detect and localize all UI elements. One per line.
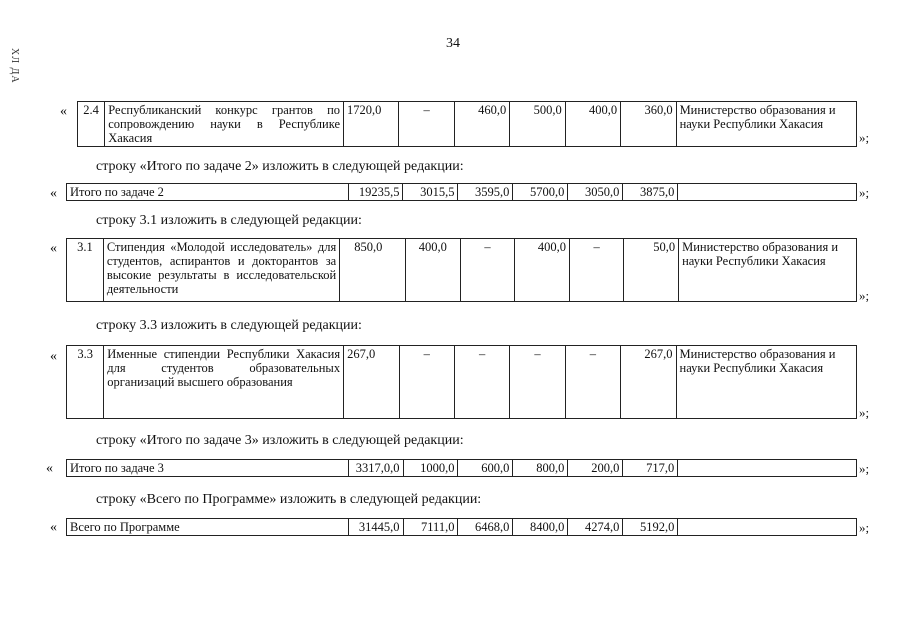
table-row-3-1 xyxy=(66,238,857,302)
value-y1: 7111,0 xyxy=(403,519,458,536)
instruction-4: строку «Итого по задаче 3» изложить в следующей редакции: xyxy=(96,433,464,448)
row-name: Всего по Программе xyxy=(67,519,349,536)
value-y4: – xyxy=(565,346,620,419)
value-y4: 400,0 xyxy=(565,102,620,147)
close-tail: »; xyxy=(859,288,870,303)
value-total: 1720,0 xyxy=(344,102,399,147)
open-quote: « xyxy=(50,241,57,256)
open-quote: « xyxy=(46,461,53,476)
close-tail: »; xyxy=(859,461,870,476)
executor-empty xyxy=(678,460,857,477)
value-y4: 200,0 xyxy=(568,460,623,477)
close-tail: »; xyxy=(859,520,870,535)
value-y3: 8400,0 xyxy=(513,519,568,536)
table-total-task-3 xyxy=(66,459,857,477)
instruction-5: строку «Всего по Программе» изложить в следующей редакции: xyxy=(96,492,482,507)
row-name: Итого по задаче 3 xyxy=(67,460,349,477)
value-y2: 3595,0 xyxy=(458,184,513,201)
close-tail: »; xyxy=(859,405,870,420)
executor: Министерство образования и науки Республики Хакасия xyxy=(676,346,856,419)
instruction-2: строку 3.1 изложить в следующей редакции: xyxy=(96,213,362,228)
value-y5: 360,0 xyxy=(621,102,676,147)
value-y1: 3015,5 xyxy=(403,184,458,201)
instruction-3: строку 3.3 изложить в следующей редакции: xyxy=(96,318,362,333)
value-y5: 5192,0 xyxy=(623,519,678,536)
table-row-2-4 xyxy=(77,101,857,147)
table-row-3-3 xyxy=(66,345,857,419)
executor-empty xyxy=(678,519,857,536)
row-number: 3.3 xyxy=(67,346,104,419)
value-y3: 800,0 xyxy=(513,460,568,477)
value-y4: 4274,0 xyxy=(568,519,623,536)
margin-stamp: XЛ ДА xyxy=(9,48,20,84)
value-y2: 460,0 xyxy=(454,102,509,147)
value-y4: – xyxy=(569,239,623,302)
row-number: 3.1 xyxy=(67,239,104,302)
value-y3: 5700,0 xyxy=(513,184,568,201)
value-y3: 400,0 xyxy=(515,239,570,302)
executor: Министерство образования и науки Республики Хакасия xyxy=(679,239,857,302)
value-y2: 600,0 xyxy=(458,460,513,477)
value-y5: 717,0 xyxy=(623,460,678,477)
row-name: Именные стипендии Республики Хакасия для студентов образовательных организаций высшего образования xyxy=(104,346,344,419)
value-total: 31445,0 xyxy=(348,519,403,536)
row-number: 2.4 xyxy=(78,102,105,147)
executor: Министерство образования и науки Республики Хакасия xyxy=(676,102,856,147)
table-grand-total xyxy=(66,518,857,536)
close-tail: »; xyxy=(859,185,870,200)
value-total: 267,0 xyxy=(344,346,399,419)
close-tail: »; xyxy=(859,130,870,145)
value-y2: 6468,0 xyxy=(458,519,513,536)
value-y5: 50,0 xyxy=(624,239,679,302)
value-y2: – xyxy=(460,239,514,302)
open-quote: « xyxy=(60,104,67,119)
value-total: 3317,0,0 xyxy=(348,460,403,477)
value-y1: – xyxy=(399,102,454,147)
open-quote: « xyxy=(50,186,57,201)
executor-empty xyxy=(678,184,857,201)
value-y2: – xyxy=(454,346,509,419)
open-quote: « xyxy=(50,349,57,364)
table-total-task-2 xyxy=(66,183,857,201)
value-y1: 1000,0 xyxy=(403,460,458,477)
value-y4: 3050,0 xyxy=(568,184,623,201)
page-number: 34 xyxy=(446,36,460,51)
row-name: Стипендия «Молодой исследователь» для студентов, аспирантов и докторантов за высокие результаты в исследовательской деятельности xyxy=(103,239,339,302)
value-y5: 3875,0 xyxy=(623,184,678,201)
value-y1: – xyxy=(399,346,454,419)
row-name: Республиканский конкурс грантов по сопровождению науки в Республике Хакасия xyxy=(105,102,344,147)
value-y1: 400,0 xyxy=(405,239,460,302)
row-name: Итого по задаче 2 xyxy=(67,184,349,201)
open-quote: « xyxy=(50,520,57,535)
value-y5: 267,0 xyxy=(621,346,676,419)
value-total: 19235,5 xyxy=(348,184,403,201)
value-y3: – xyxy=(510,346,565,419)
instruction-1: строку «Итого по задаче 2» изложить в следующей редакции: xyxy=(96,159,464,174)
value-y3: 500,0 xyxy=(510,102,565,147)
value-total: 850,0 xyxy=(340,239,406,302)
